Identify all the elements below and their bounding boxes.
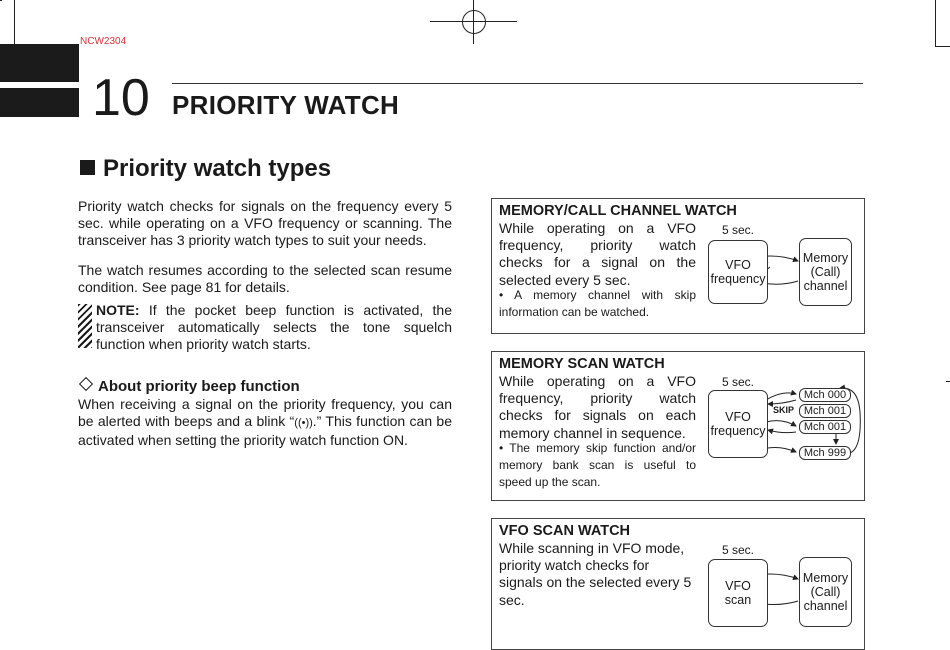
box-body: While scanning in VFO mode, priority watch checks for signals on the selected every 5 sec.	[499, 540, 692, 608]
box-title: MEMORY SCAN WATCH	[499, 356, 665, 372]
crop-mark	[0, 0, 2, 1]
channel-mch-000: Mch 000	[799, 388, 851, 402]
skip-label: SKIP	[773, 405, 795, 415]
note-text: If the pocket beep function is activated, the transceiver automatically selects the tone squelch function when priority watch starts.	[96, 302, 452, 353]
memory-call-watch-box	[491, 198, 865, 334]
box-title: VFO SCAN WATCH	[499, 523, 631, 539]
blink-symbol-icon: ((•))	[294, 417, 313, 430]
resume-paragraph: The watch resumes according to the selected scan resume condition. See page 81 for details.	[78, 262, 452, 296]
chapter-title: PRIORITY WATCH	[172, 90, 400, 120]
box-body: While operating on a VFO frequency, priority watch checks for signals on each memory channel in sequence.	[499, 373, 696, 441]
header-rule	[172, 83, 863, 84]
chapter-number: 10	[92, 69, 150, 127]
note-block	[78, 302, 452, 354]
box-title: MEMORY/CALL CHANNEL WATCH	[499, 203, 737, 219]
edge-tick	[946, 381, 950, 382]
registration-circle	[462, 10, 486, 34]
top-code: NCW2304	[80, 36, 127, 46]
vfo-frequency-box: VFO frequency	[708, 240, 768, 304]
vfo-frequency-box: VFO frequency	[708, 390, 768, 458]
timer-label: 5 sec.	[722, 543, 755, 557]
timer-label: 5 sec.	[722, 223, 755, 237]
vfo-scan-box: VFO scan	[708, 559, 768, 627]
crop-mark	[935, 46, 950, 47]
intro-paragraph: Priority watch checks for signals on the frequency every 5 sec. while operating on a VFO frequency or scanning. The transceiver has 3 priority watch types to suit your needs.	[78, 198, 452, 249]
section-title	[80, 155, 331, 183]
square-bullet-icon	[80, 160, 95, 175]
box-bullet: • The memory skip function and/or memory bank scan is useful to speed up the scan.	[499, 441, 696, 489]
channel-mch-001-skip: Mch 001	[799, 404, 851, 418]
note-label: NOTE:	[96, 302, 140, 318]
box-body: While operating on a VFO frequency, priority watch checks for a signal on the selected every 5 sec.	[499, 220, 696, 288]
diamond-icon	[79, 377, 93, 391]
chapter-tab	[0, 88, 79, 117]
channel-mch-001: Mch 001	[799, 420, 851, 434]
memory-call-channel-box: Memory (Call) channel	[799, 557, 852, 627]
note-hatch-icon	[78, 304, 92, 348]
channel-mch-999: Mch 999	[799, 446, 851, 460]
beep-heading-text: About priority beep function	[98, 378, 300, 395]
crop-mark	[14, 0, 15, 46]
vfo-scan-watch-box	[491, 518, 865, 650]
memory-call-channel-box: Memory (Call) channel	[799, 238, 852, 306]
chapter-tab	[0, 44, 79, 82]
beep-paragraph: When receiving a signal on the priority frequency, you can be alerted with beeps and a blink “((•)).” This function can be activated when setting the priority watch function ON.	[78, 396, 453, 449]
beep-heading	[78, 378, 300, 395]
section-title-text: Priority watch types	[103, 155, 332, 182]
timer-label: 5 sec.	[722, 375, 755, 389]
memory-scan-watch-box	[491, 351, 865, 501]
box-bullet: • A memory channel with skip information can be watched.	[499, 288, 696, 319]
crop-mark	[935, 0, 936, 46]
